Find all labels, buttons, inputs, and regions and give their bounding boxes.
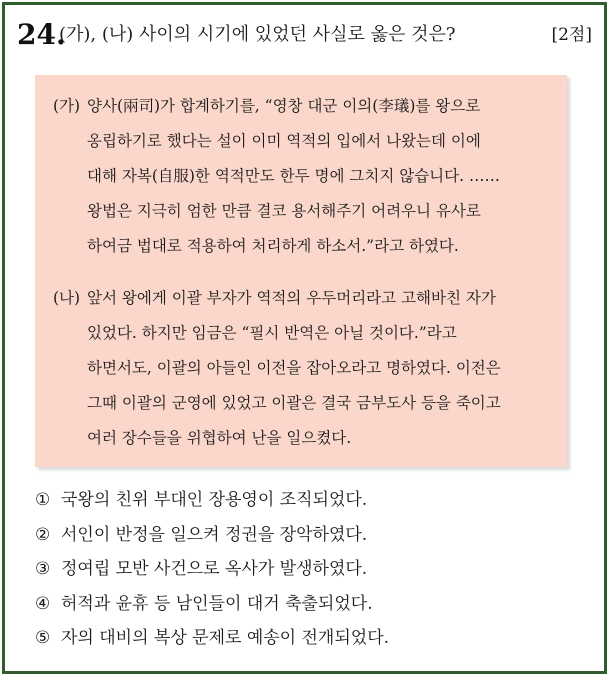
choice-text: 서인이 반정을 일으켜 정권을 장악하였다. <box>61 524 368 545</box>
choice-3[interactable] <box>35 552 594 587</box>
passage-tag-na: (나) <box>53 289 81 307</box>
passage-line: 있었다. 하지만 임금은 “필시 반역은 아닐 것이다.”라고 <box>87 324 457 342</box>
passage-na <box>53 281 555 456</box>
choice-text: 허적과 윤휴 등 남인들이 대거 축출되었다. <box>61 593 373 614</box>
choice-number: ① <box>35 490 51 510</box>
passage-line: 여러 장수들을 위협하여 난을 일으켰다. <box>87 429 352 447</box>
question-header <box>17 17 592 53</box>
choice-number: ④ <box>35 593 51 614</box>
passage-line: 하면서도, 이괄의 아들인 이전을 잡아오라고 명하였다. 이전은 <box>87 359 501 377</box>
choice-number: ③ <box>35 559 51 579</box>
passage-line: (나) 앞서 왕에게 이괄 부자가 역적의 우두머리라고 고해바친 자가 <box>53 281 555 316</box>
passage-ga <box>53 89 555 264</box>
question-text: (가), (나) 사이의 시기에 있었던 사실로 옳은 것은? <box>59 24 456 45</box>
source-passage-box <box>35 75 567 467</box>
choice-number: ⑤ <box>35 628 51 648</box>
question-frame <box>2 2 607 674</box>
choice-4[interactable] <box>35 587 594 622</box>
passage-line: 왕법은 지극히 엄한 만큼 결코 용서해주기 어려우니 유사로 <box>87 202 481 220</box>
passage-tag-ga: (가) <box>53 97 81 115</box>
passage-line: (가) 양사(兩司)가 합계하기를, “영창 대군 이의(李㼁)를 왕으로 <box>53 89 555 124</box>
answer-choices <box>35 483 594 656</box>
passage-line: 그때 이괄의 군영에 있었고 이괄은 결국 금부도사 등을 죽이고 <box>87 394 501 412</box>
choice-text: 정여립 모반 사건으로 옥사가 발생하였다. <box>61 559 368 579</box>
question-number: 24. <box>17 18 66 51</box>
choice-text: 자의 대비의 복상 문제로 예송이 전개되었다. <box>61 628 390 648</box>
question-points: [2점] <box>551 25 592 45</box>
choice-number: ② <box>35 524 51 545</box>
passage-line: 옹립하기로 했다는 설이 이미 역적의 입에서 나왔는데 이에 <box>87 132 481 150</box>
choice-1[interactable] <box>35 483 594 518</box>
passage-line: 하여금 법대로 적용하여 처리하게 하소서.”라고 하였다. <box>87 237 459 255</box>
choice-2[interactable] <box>35 518 594 553</box>
choice-text: 국왕의 친위 부대인 장용영이 조직되었다. <box>61 490 368 510</box>
choice-5[interactable] <box>35 621 594 656</box>
passage-line: 대해 자복(自服)한 역적만도 한두 명에 그치지 않습니다. …… <box>87 167 500 185</box>
